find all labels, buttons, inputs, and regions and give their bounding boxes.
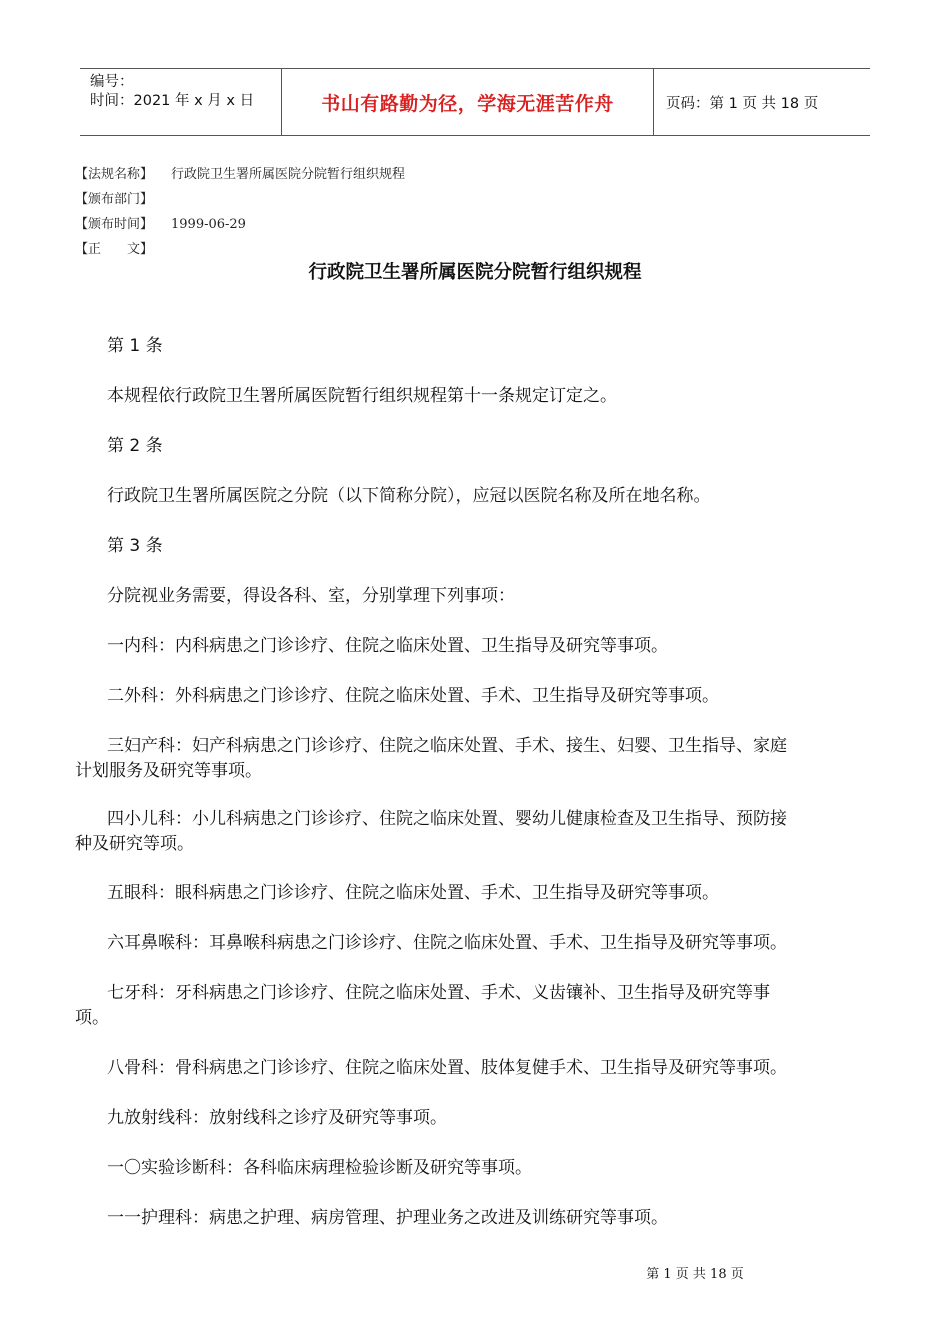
- list-item: 一一护理科：病患之护理、病房管理、护理业务之改进及训练研究等事项。: [107, 1208, 668, 1228]
- meta-value: 行政院卫生署所属医院分院暂行组织规程: [171, 167, 406, 182]
- paragraph: 本规程依行政院卫生署所属医院暂行组织规程第十一条规定订定之。: [107, 386, 617, 406]
- list-item-continuation: 项。: [75, 1008, 109, 1028]
- meta-value: 1999-06-29: [171, 217, 246, 232]
- list-item: 二外科：外科病患之门诊诊疗、住院之临床处置、手术、卫生指导及研究等事项。: [107, 686, 719, 706]
- document-number-label: 编号：: [90, 74, 134, 90]
- header-page-info: 页码：第 1 页 共 18 页: [666, 95, 819, 112]
- meta-regulation-name: [75, 163, 405, 182]
- meta-label: 【颁布时间】: [75, 217, 154, 232]
- list-item: 五眼科：眼科病患之门诊诊疗、住院之临床处置、手术、卫生指导及研究等事项。: [107, 883, 719, 903]
- list-item: 四小儿科：小儿科病患之门诊诊疗、住院之临床处置、婴幼儿健康检查及卫生指导、预防接: [107, 809, 787, 829]
- article-heading: 第 1 条: [107, 336, 163, 356]
- paragraph: 行政院卫生署所属医院之分院（以下简称分院），应冠以医院名称及所在地名称。: [107, 486, 711, 506]
- header-motto: 书山有路勤为径，学海无涯苦作舟: [282, 69, 654, 135]
- list-item: 六耳鼻喉科：耳鼻喉科病患之门诊诊疗、住院之临床处置、手术、卫生指导及研究等事项。: [107, 933, 787, 953]
- paragraph: 分院视业务需要，得设各科、室，分别掌理下列事项：: [107, 586, 515, 606]
- page-footer: 第 1 页 共 18 页: [646, 1267, 744, 1282]
- document-date-label: 时间：2021 年 x 月 x 日: [90, 93, 255, 109]
- list-item: 三妇产科：妇产科病患之门诊诊疗、住院之临床处置、手术、接生、妇婴、卫生指导、家庭: [107, 736, 787, 756]
- list-item-continuation: 种及研究等项。: [75, 834, 194, 854]
- meta-label: 【正 文】: [75, 242, 154, 257]
- list-item: 一内科：内科病患之门诊诊疗、住院之临床处置、卫生指导及研究等事项。: [107, 636, 668, 656]
- meta-label: 【法规名称】: [75, 167, 154, 182]
- list-item-continuation: 计划服务及研究等事项。: [75, 761, 262, 781]
- list-item: 八骨科：骨科病患之门诊诊疗、住院之临床处置、肢体复健手术、卫生指导及研究等事项。: [107, 1058, 787, 1078]
- article-heading: 第 2 条: [107, 436, 163, 456]
- article-heading: 第 3 条: [107, 536, 163, 556]
- list-item: 一〇实验诊断科：各科临床病理检验诊断及研究等事项。: [107, 1158, 532, 1178]
- list-item: 九放射线科：放射线科之诊疗及研究等事项。: [107, 1108, 447, 1128]
- header-info-cell: [80, 69, 282, 135]
- meta-label: 【颁布部门】: [75, 192, 154, 207]
- meta-issuing-dept: [75, 188, 171, 207]
- meta-body: [75, 238, 171, 257]
- list-item: 七牙科：牙科病患之门诊诊疗、住院之临床处置、手术、义齿镶补、卫生指导及研究等事: [107, 983, 770, 1003]
- document-title: 行政院卫生署所属医院分院暂行组织规程: [308, 262, 642, 283]
- meta-issue-date: [75, 213, 246, 232]
- page-header: [80, 68, 870, 136]
